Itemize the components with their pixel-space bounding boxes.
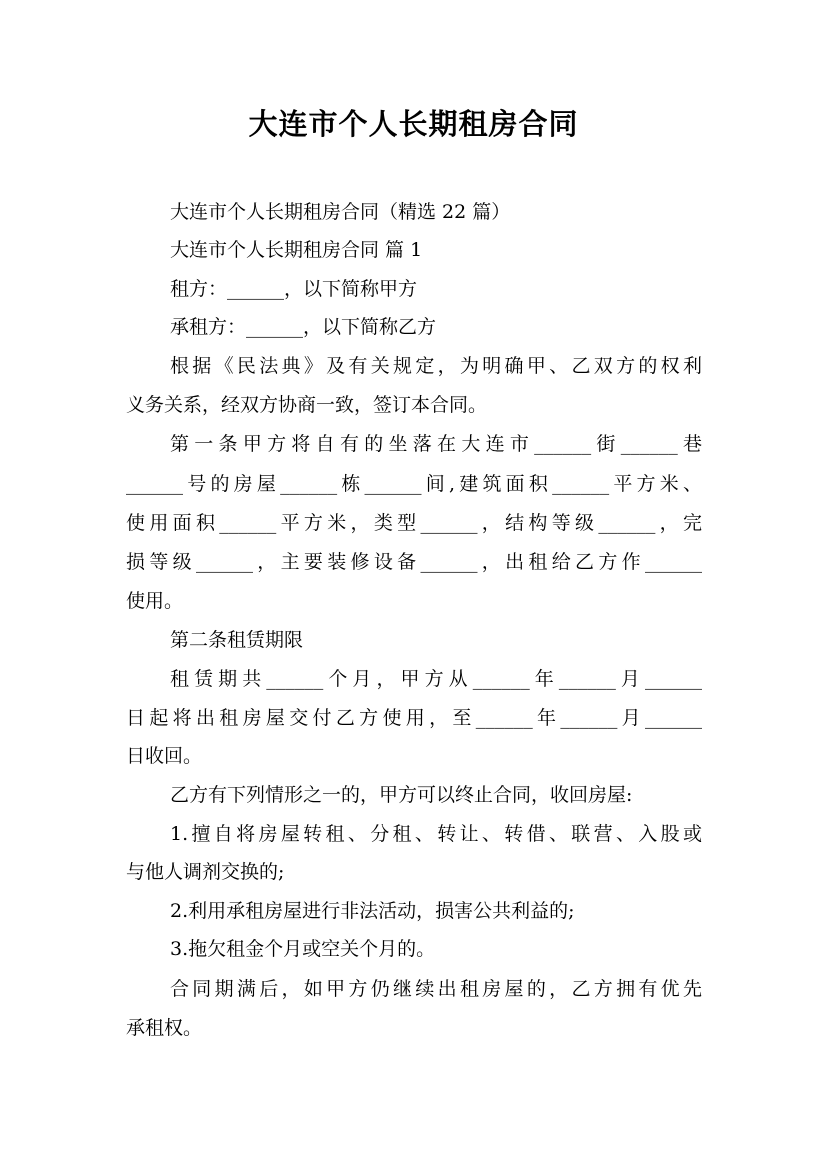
section-heading: 大连市个人长期租房合同 篇 1 <box>170 239 423 261</box>
termination-intro: 乙方有下列情形之一的，甲方可以终止合同，收回房屋: <box>170 784 633 806</box>
clause-1-line: 使用。 <box>126 590 184 612</box>
list-item: 1.擅自将房屋转租、分租、转让、转借、联营、入股或 <box>170 823 702 845</box>
party-a-line: 租方：______，以下简称甲方 <box>170 278 418 300</box>
party-b-line: 承租方：______，以下简称乙方 <box>170 316 437 338</box>
paragraph-line: 根据《民法典》及有关规定，为明确甲、乙双方的权利 <box>170 355 702 377</box>
doc-subtitle: 大连市个人长期租房合同（精选 22 篇） <box>170 201 511 223</box>
list-item: 与他人调剂交换的; <box>126 861 285 883</box>
clause-1-line: 损等级______，主要装修设备______，出租给乙方作______ <box>126 551 702 573</box>
clause-2-line: 日起将出租房屋交付乙方使用，至______年______月______ <box>126 707 702 729</box>
clause-1-line: ______号的房屋______栋______间,建筑面积______平方米、 <box>126 473 702 495</box>
clause-2-line: 日收回。 <box>126 745 203 767</box>
document-title: 大连市个人长期租房合同 <box>248 107 579 141</box>
list-item: 3.拖欠租金个月或空关个月的。 <box>170 938 436 960</box>
clause-2-heading: 第二条租赁期限 <box>170 629 304 651</box>
list-item: 2.利用承租房屋进行非法活动，损害公共利益的; <box>170 900 575 922</box>
paragraph-line: 承租权。 <box>126 1017 203 1039</box>
paragraph-line: 合同期满后，如甲方仍继续出租房屋的，乙方拥有优先 <box>170 978 702 1000</box>
paragraph-line: 义务关系，经双方协商一致，签订本合同。 <box>126 394 488 416</box>
clause-1-line: 第一条甲方将自有的坐落在大连市______街______巷 <box>170 433 702 455</box>
clause-1-line: 使用面积______平方米，类型______，结构等级______，完 <box>126 512 702 534</box>
clause-2-line: 租赁期共______个月，甲方从______年______月______ <box>170 668 702 690</box>
